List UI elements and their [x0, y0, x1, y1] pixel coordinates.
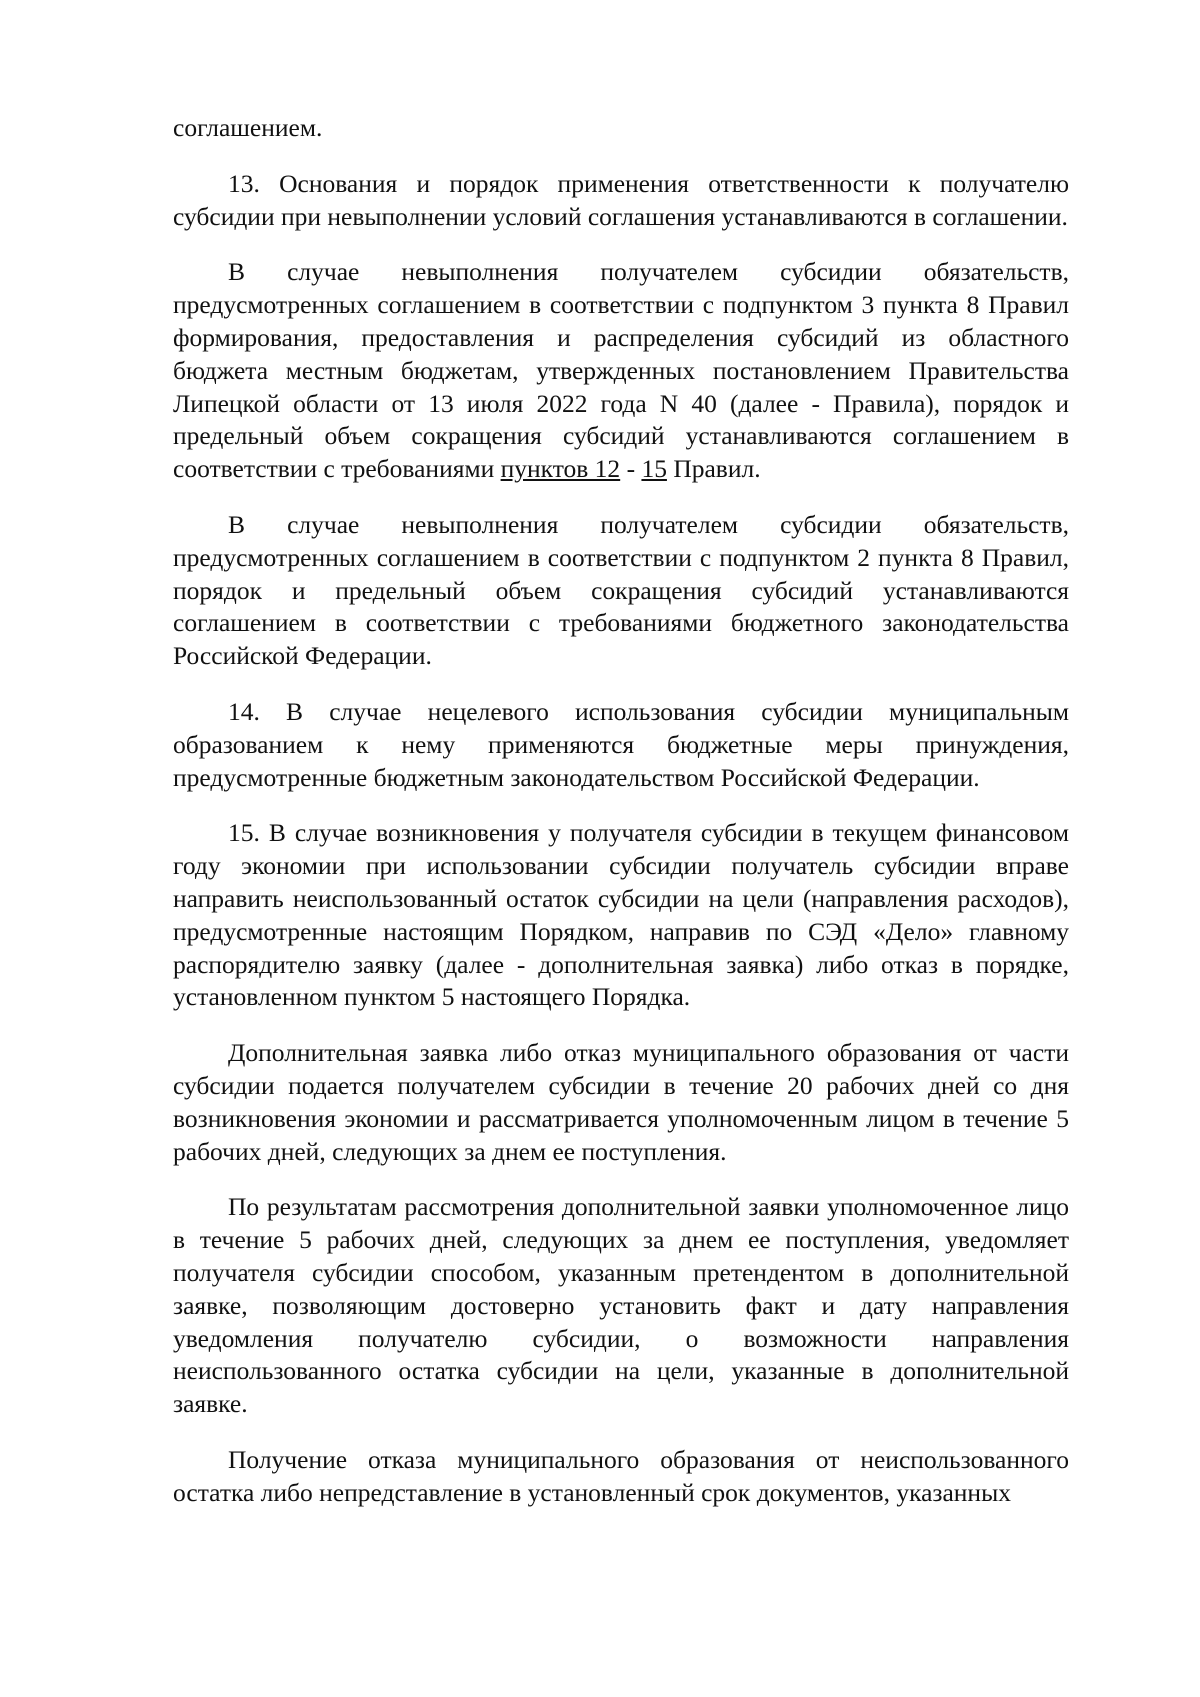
link-points-12[interactable]: пунктов 12 [500, 454, 621, 484]
paragraph-13-sanctions-sub3 [173, 256, 1069, 486]
paragraph-text: - [620, 454, 642, 484]
link-point-15[interactable]: 15 [641, 454, 667, 484]
paragraph-13-sanctions-sub2: В случае невыполнения получателем субсидии обязательств, предусмотренных соглашением в соответствии с подпунктом 2 пункта 8 Правил, порядок и предельный объем сокращения субсидий устанавливаются соглашением в соответствии с требованиями бюджетного законодательства Российской Федерации. [173, 509, 1069, 671]
paragraph-15: 15. В случае возникновения у получателя субсидии в текущем финансовом году экономии при использовании субсидии получатель субсидии вправе направить неиспользованный остаток субсидии на цели (направления расходов), предусмотренные настоящим Порядком, направив по СЭД «Дело» главному распорядителю заявку (далее - дополнительная заявка) либо отказ в порядке, установленном пунктом 5 настоящего Порядка. [173, 818, 1069, 1012]
paragraph-text: Правил. [666, 454, 761, 484]
paragraph-text: В случае невыполнения получателем субсидии обязательств, предусмотренных соглашением в соответствии с подпунктом 3 пункта 8 Правил формирования, предоставления и распределения субсидий из областного бюджета местным бюджетам, утвержденных постановлением Правительства Липецкой области от 13 июля 2022 года N 40 (далее - Правила), порядок и предельный объем сокращения субсидий устанавливаются соглашением в соответствии с требованиями [173, 257, 1069, 484]
paragraph-15-additional-request: Дополнительная заявка либо отказ муниципального образования от части субсидии подается получателем субсидии в течение 20 рабочих дней со дня возникновения экономии и рассматривается уполномоченным лицом в течение 5 рабочих дней, следующих за днем ее поступления. [173, 1038, 1069, 1166]
paragraph-15-refusal: Получение отказа муниципального образования от неиспользованного остатка либо непредставление в установленный срок документов, указанных [173, 1444, 1069, 1507]
paragraph-14: 14. В случае нецелевого использования субсидии муниципальным образованием к нему применяются бюджетные меры принуждения, предусмотренные бюджетным законодательством Российской Федерации. [173, 696, 1069, 792]
paragraph-13: 13. Основания и порядок применения ответственности к получателю субсидии при невыполнении условий соглашения устанавливаются в соглашении. [173, 168, 1069, 231]
paragraph-continuation: соглашением. [173, 113, 323, 142]
paragraph-15-review-results: По результатам рассмотрения дополнительной заявки уполномоченное лицо в течение 5 рабочих дней, следующих за днем ее поступления, уведомляет получателя субсидии способом, указанным претендентом в дополнительной заявке, позволяющим достоверно установить факт и дату направления уведомления получателю субсидии, о возможности направления неиспользованного остатка субсидии на цели, указанные в дополнительной заявке. [173, 1192, 1069, 1419]
